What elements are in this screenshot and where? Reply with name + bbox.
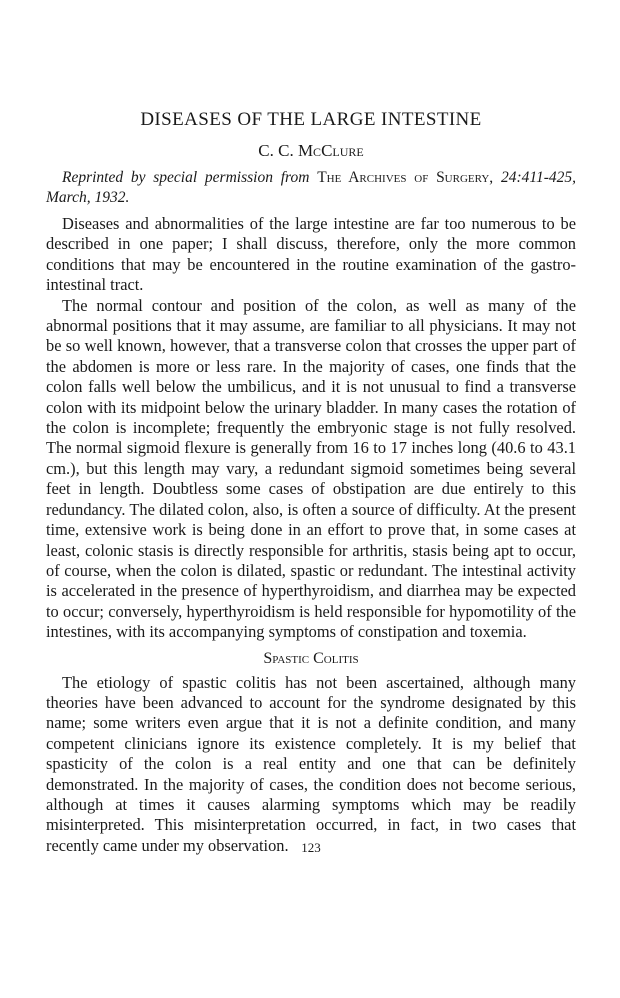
page-number: 123 bbox=[301, 840, 321, 855]
paragraph-intro: Diseases and abnormalities of the large intestine are far too numerous to be described in one paper; I shall discuss, therefore, only the more common conditions that may be encountered in the routine examination of the gastro-intestinal tract. bbox=[46, 214, 576, 295]
paragraph-spastic-colitis: The etiology of spastic colitis has not been ascertained, although many theories have been advanced to account for the syndrome designated by this name; some writers even argue that it is not a definite condition, and many competent clinicians ignore its existence completely. It is my belief that spasticity of the colon is a real entity and one that can be definitely demonstrated. In the majority of cases, the condition does not become serious, although at times it causes alarming symptoms which may be readily misinterpreted. This misinterpretation occurred, in fact, in two cases that recently came under my observation. bbox=[46, 672, 576, 855]
reprint-citation: 24:411-425, March, 1932. bbox=[46, 169, 577, 206]
reprint-notice bbox=[46, 168, 576, 208]
paragraph-colon-position: The normal contour and position of the colon, as well as many of the abnormal positions that it may assume, are familiar to all physicians. It may not be so well known, however, that a transverse colon that crosses the upper part of the abdomen is more or less rare. In the majority of cases, one finds that the colon falls well below the umbilicus, and it is not unusual to find a transverse colon with its midpoint below the urinary bladder. In many cases the rotation of the colon is incomplete; frequently the embryonic stage is not fully resolved. The normal sigmoid flexure is generally from 16 to 17 inches long (40.6 to 43.1 cm.), but this length may vary, a redundant sigmoid sometimes being several feet in length. Doubtless some cases of obstipation are due entirely to this redundancy. The dilated colon, also, is often a source of difficulty. At the present time, extensive work is being done in an effort to prove that, in some cases at least, colonic stasis is directly responsible for arthritis, stasis being apt to occur, of course, when the colon is dilated, spastic or redundant. The intestinal activity is accelerated in the presence of hyperthyroidism, and diarrhea may be expected to occur; conversely, hyperthyroidism is held responsible for hypomotility of the intestines, with its accompanying symptoms of constipation and toxemia. bbox=[46, 295, 576, 642]
journal-name: The Archives of Surgery, bbox=[317, 169, 494, 186]
article-title: DISEASES OF THE LARGE INTESTINE bbox=[140, 109, 482, 130]
author-name: C. C. McClure bbox=[258, 141, 364, 160]
page bbox=[46, 108, 576, 856]
reprint-lead: Reprinted by special permission from bbox=[62, 169, 310, 186]
section-heading: Spastic Colitis bbox=[263, 649, 359, 667]
